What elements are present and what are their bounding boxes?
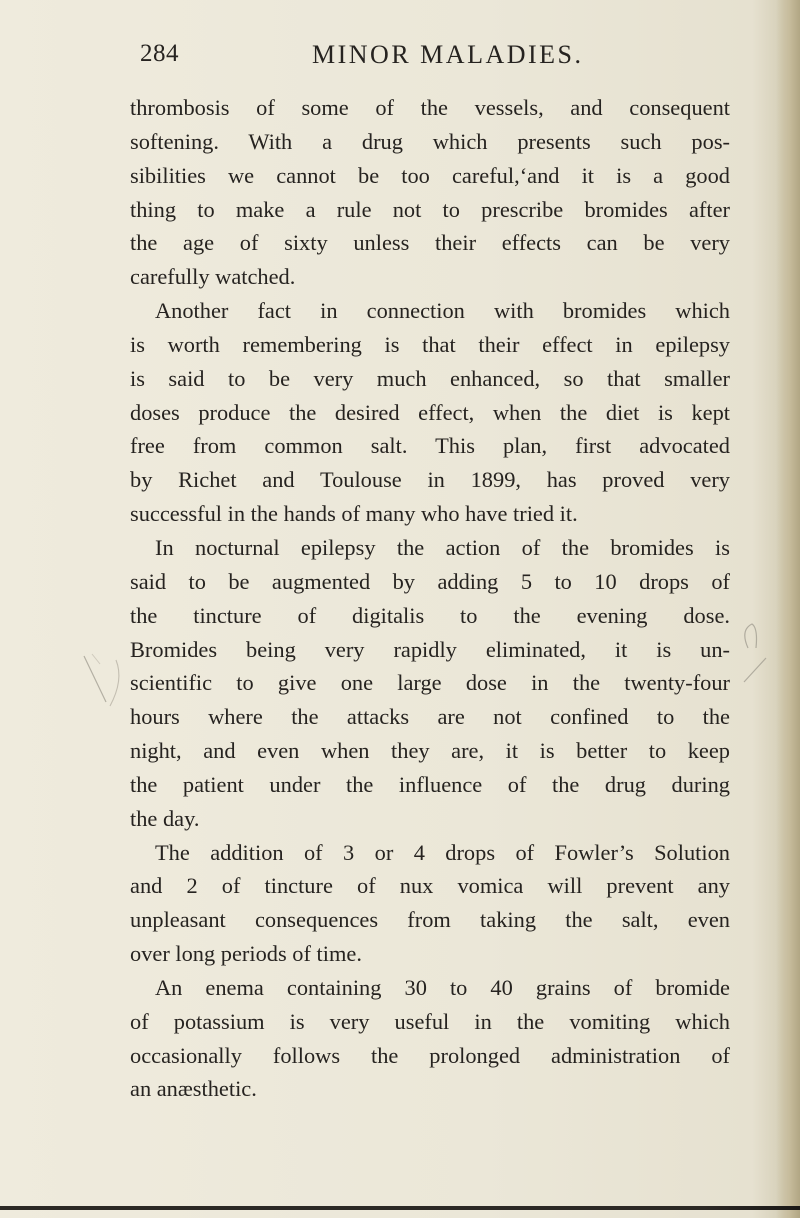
text-line: successful in the hands of many who have tried it. (130, 501, 578, 527)
pencil-mark-left (80, 650, 130, 710)
text-line: is worth remembering is that their effect in epilepsy (130, 331, 730, 357)
text-line: the day. (130, 805, 200, 831)
text-line: is said to be very much enhanced, so that smaller (130, 365, 730, 391)
text-line: thrombosis of some of the vessels, and consequent (130, 95, 730, 120)
text-line: doses produce the desired effect, when the diet is kept (130, 399, 730, 425)
bottom-rule (0, 1206, 800, 1210)
text-line: softening. With a drug which presents such pos- (130, 128, 730, 154)
text-line: sibilities we cannot be too careful,‘and it is a good (130, 162, 730, 188)
text-line: hours where the attacks are not confined to the (130, 704, 730, 730)
text-line: and 2 of tincture of nux vomica will prevent any (130, 873, 730, 899)
text-line: of potassium is very useful in the vomiting which (130, 1008, 730, 1034)
text-line: occasionally follows the prolonged administration of (130, 1042, 730, 1068)
running-head: MINOR MALADIES. (312, 40, 584, 69)
text-line: Bromides being very rapidly eliminated, it is un- (130, 636, 730, 662)
text-line: Another fact in connection with bromides which (155, 298, 730, 324)
pencil-mark-right (738, 618, 778, 690)
text-line: the age of sixty unless their effects can be very (130, 230, 730, 256)
text-line: An enema containing 30 to 40 grains of bromide (155, 974, 730, 1000)
text-line: unpleasant consequences from taking the salt, even (130, 907, 730, 933)
text-line: the tincture of digitalis to the evening dose. (130, 602, 730, 628)
body-text (130, 91, 730, 1106)
text-line: said to be augmented by adding 5 to 10 drops of (130, 568, 730, 594)
page-header (140, 40, 780, 80)
text-line: free from common salt. This plan, first advocated (130, 433, 730, 459)
text-line: over long periods of time. (130, 941, 362, 967)
text-line: the patient under the influence of the drug during (130, 771, 730, 797)
text-line: The addition of 3 or 4 drops of Fowler’s Solution (155, 839, 730, 865)
page-edge-shadow (776, 0, 800, 1218)
text-line: an anæsthetic. (130, 1076, 257, 1102)
text-line: carefully watched. (130, 264, 296, 290)
text-line: thing to make a rule not to prescribe bromides after (130, 196, 730, 222)
text-line: In nocturnal epilepsy the action of the bromides is (155, 534, 730, 560)
page-number: 284 (140, 40, 179, 67)
text-line: night, and even when they are, it is better to keep (130, 738, 730, 764)
text-line: by Richet and Toulouse in 1899, has proved very (130, 467, 730, 493)
text-line: scientific to give one large dose in the twenty-four (130, 670, 730, 696)
